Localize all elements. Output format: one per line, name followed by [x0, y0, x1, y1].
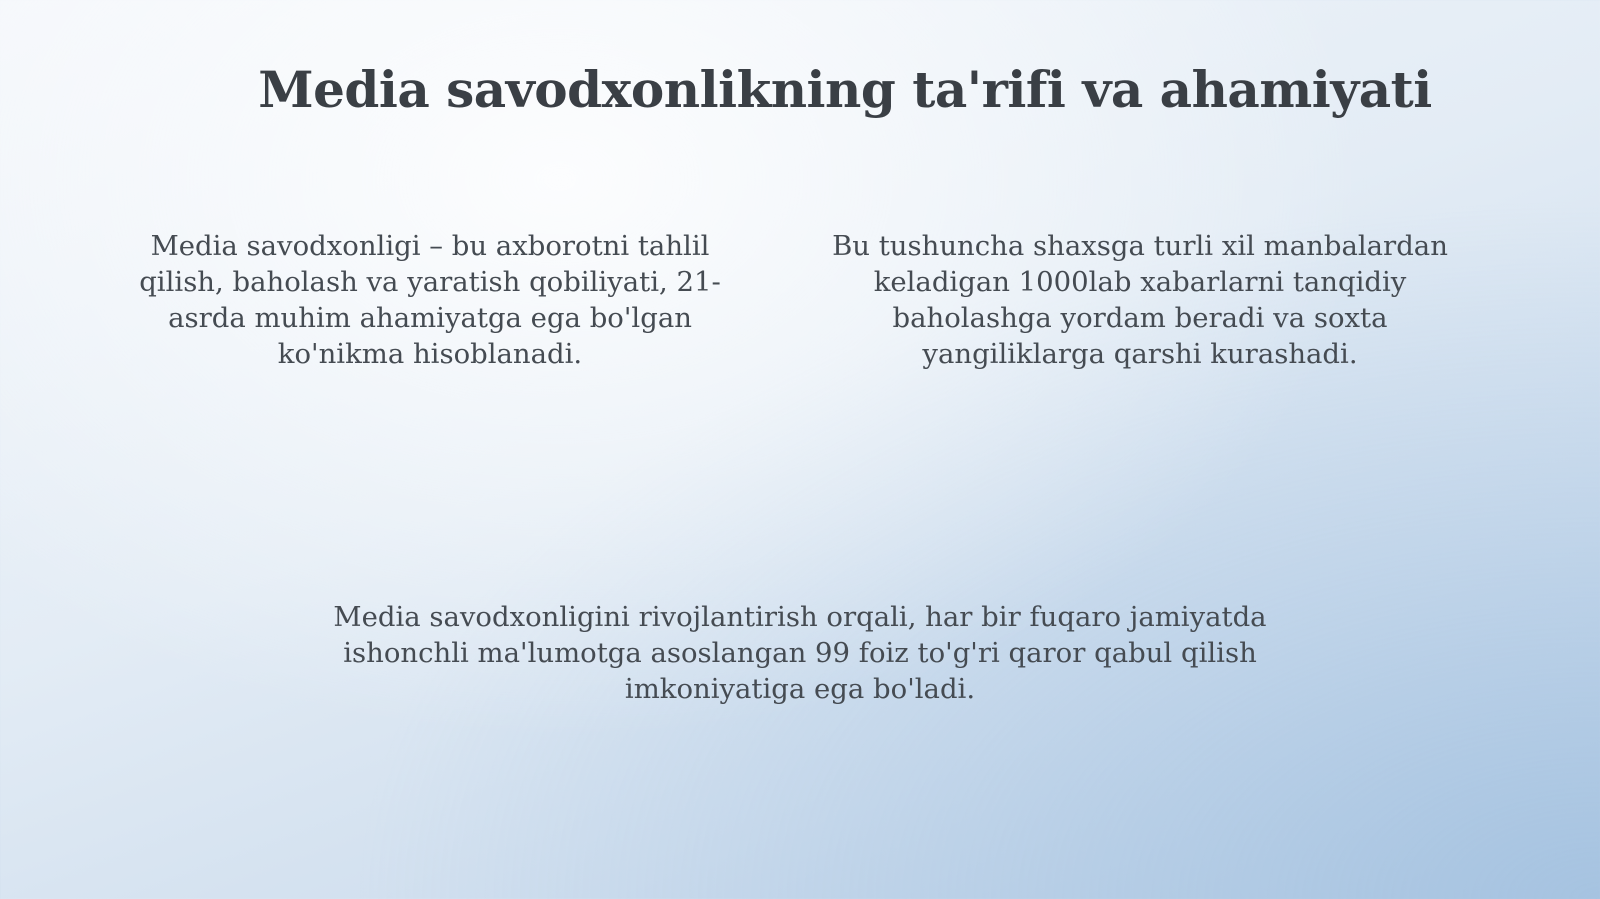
importance-paragraph: Bu tushuncha shaxsga turli xil manbalardan keladigan 1000lab xabarlarni tanqidiy baholashga yordam beradi va soxta yangiliklarga qarshi kurashadi.: [832, 230, 1448, 370]
conclusion-paragraph: Media savodxonligini rivojlantirish orqali, har bir fuqaro jamiyatda ishonchli ma'lumotga asoslangan 99 foiz to'g'ri qaror qabul qilish imkoniyatiga ega bo'ladi.: [333, 601, 1267, 705]
slide-title: Media savodxonlikning ta'rifi va ahamiyati: [258, 60, 1432, 119]
definition-paragraph: Media savodxonligi – bu axborotni tahlil qilish, baholash va yaratish qobiliyati, 21-asrda muhim ahamiyatga ega bo'lgan ko'nikma hisoblanadi.: [139, 230, 721, 370]
